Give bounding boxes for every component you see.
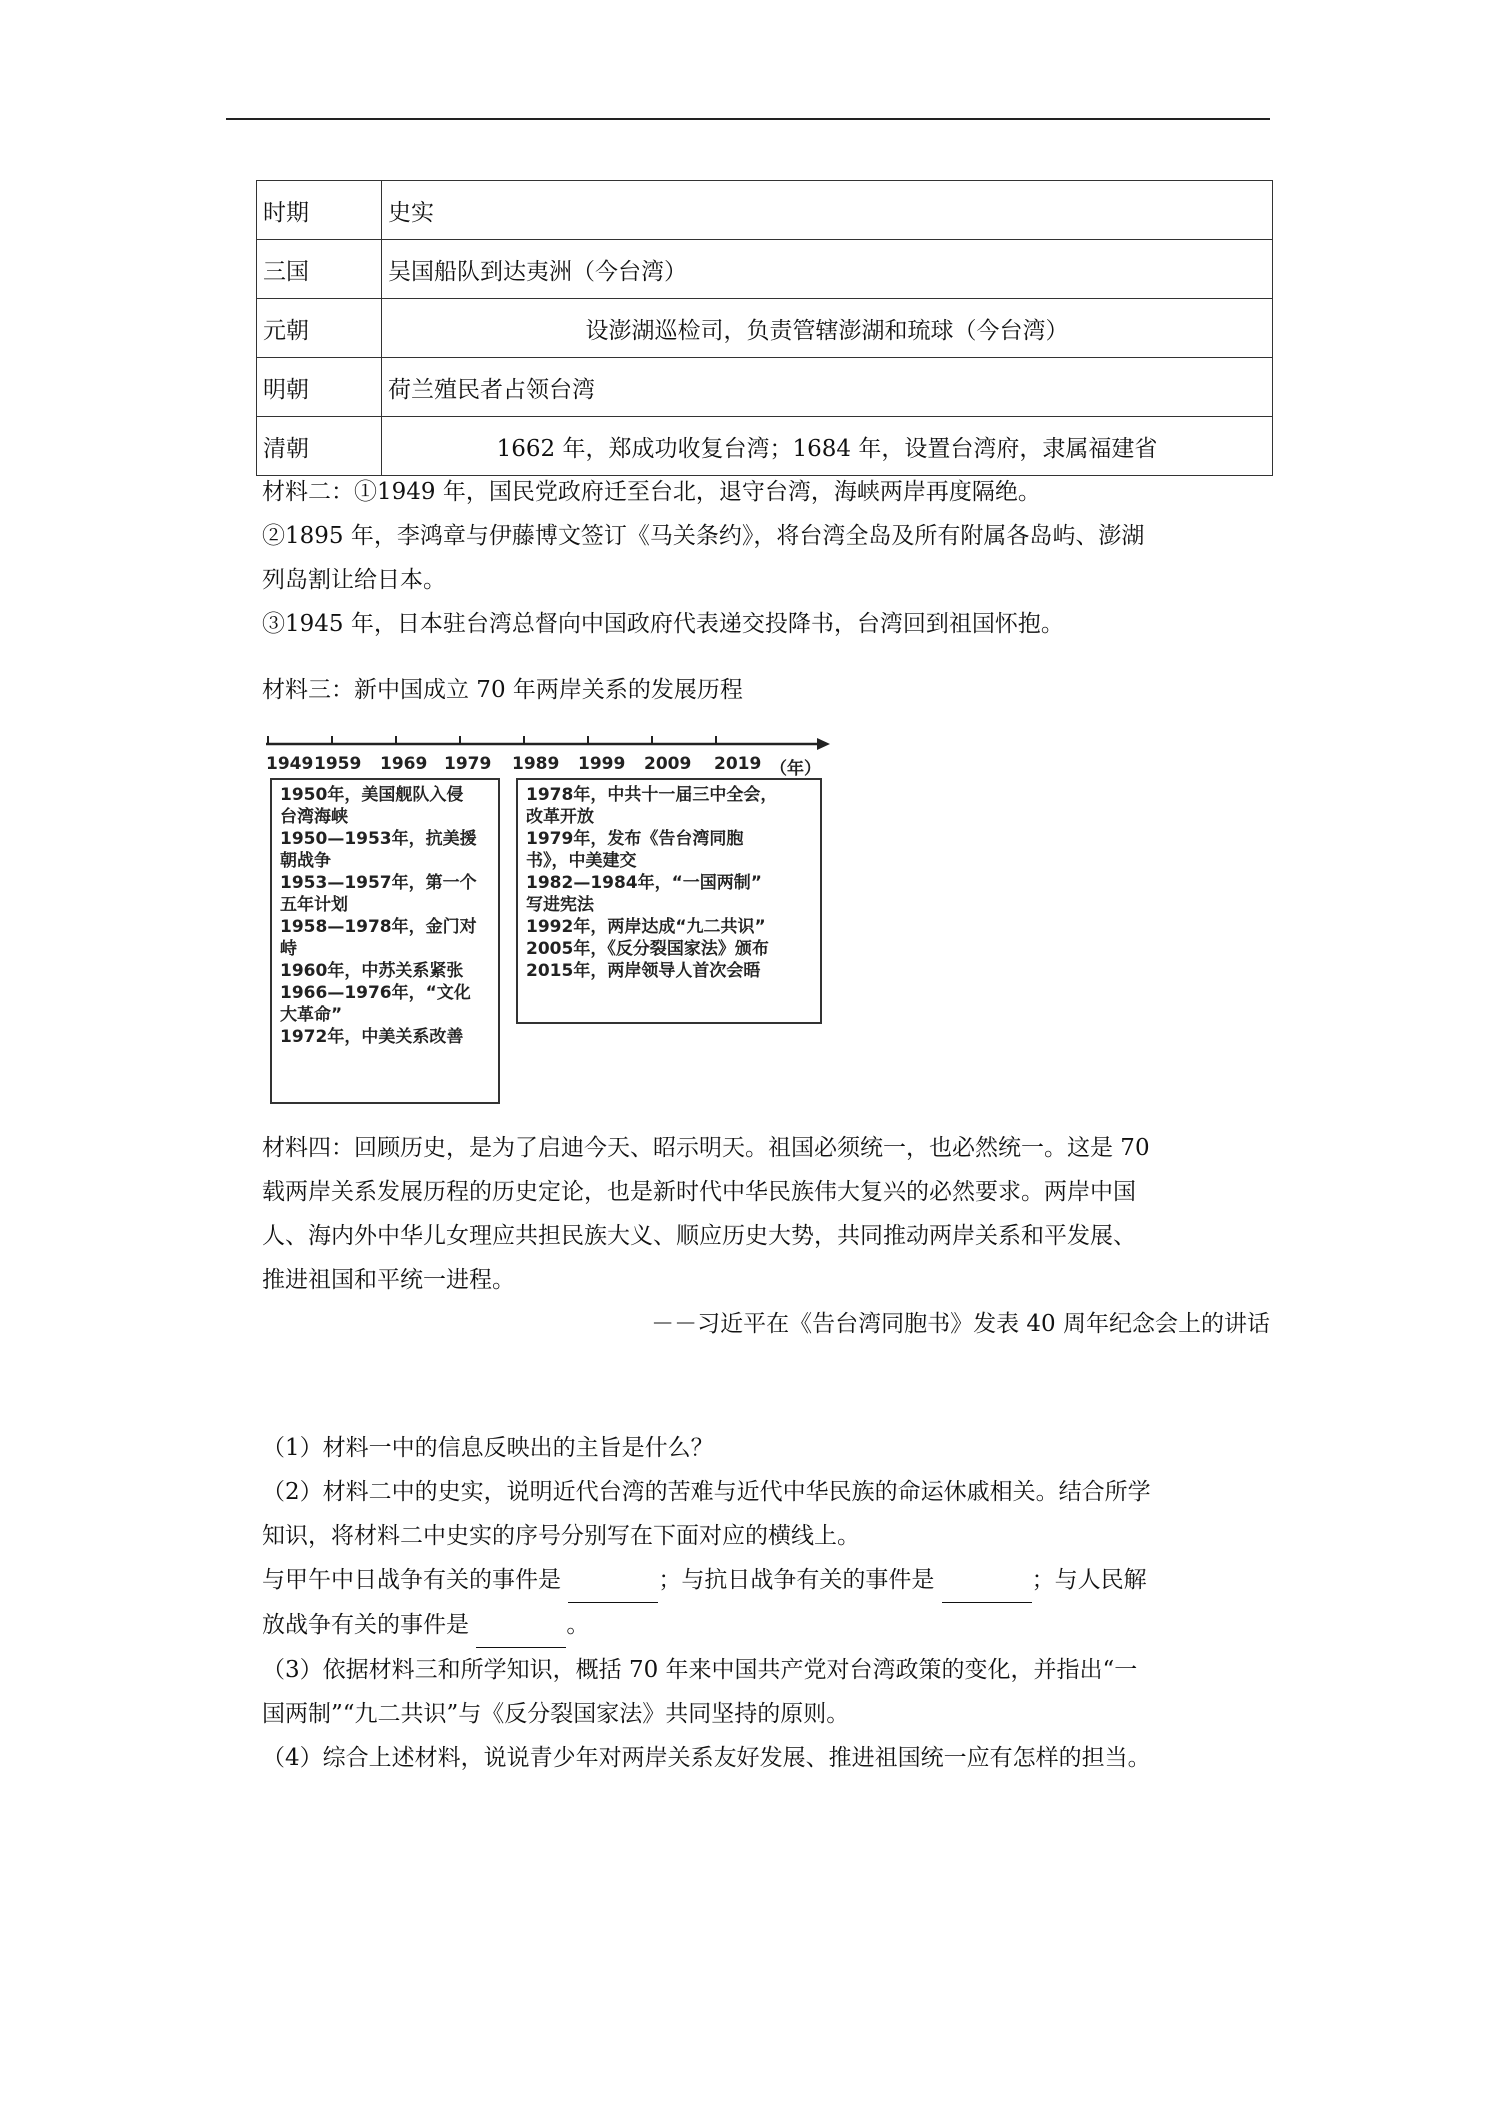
material-two-line: ②1895 年，李鸿章与伊藤博文签订《马关条约》，将台湾全岛及所有附属各岛屿、澎湖 <box>262 523 1145 549</box>
timeline-entry: 改革开放 <box>526 807 594 827</box>
timeline-entry: 2015年，两岸领导人首次会晤 <box>526 961 761 981</box>
axis-label: 1959 <box>314 754 362 774</box>
question-2-text: ；与人民解 <box>1031 1567 1147 1593</box>
table-row <box>257 299 1273 358</box>
question-1: （1）材料一中的信息反映出的主旨是什么？ <box>262 1435 714 1461</box>
history-table <box>256 180 1273 476</box>
timeline-entry: 1960年，中苏关系紧张 <box>280 961 464 981</box>
material-four-line: 载两岸关系发展历程的历史定论，也是新时代中华民族伟大复兴的必然要求。两岸中国 <box>262 1179 1136 1205</box>
material-four-line: 材料四：回顾历史，是为了启迪今天、昭示明天。祖国必须统一，也必然统一。这是 70 <box>262 1135 1150 1161</box>
table-row <box>257 358 1273 417</box>
material-four-line: 推进祖国和平统一进程。 <box>262 1267 515 1293</box>
table-cell-fact: 荷兰殖民者占领台湾 <box>382 358 1273 417</box>
axis-label: 1989 <box>512 754 560 774</box>
answer-blank-jiawu[interactable] <box>568 1558 658 1603</box>
timeline-entry: 1979年，发布《告台湾同胞 <box>526 829 744 849</box>
question-3-line: 国两制”“九二共识”与《反分裂国家法》共同坚持的原则。 <box>262 1701 850 1727</box>
timeline-entry: 五年计划 <box>280 895 348 915</box>
table-cell-period: 元朝 <box>257 299 382 358</box>
timeline-entry: 1958—1978年，金门对 <box>280 917 477 937</box>
question-4: （4）综合上述材料，说说青少年对两岸关系友好发展、推进祖国统一应有怎样的担当。 <box>262 1745 1151 1771</box>
table-header-fact: 史实 <box>382 181 1273 240</box>
question-2-line <box>262 1603 1270 1648</box>
timeline-entry: 1992年，两岸达成“九二共识” <box>526 917 766 937</box>
axis-label: 1979 <box>444 754 492 774</box>
timeline-figure <box>262 730 832 1110</box>
material-two-line: 列岛割让给日本。 <box>262 567 446 593</box>
table-cell-fact: 设澎湖巡检司，负责管辖澎湖和琉球（今台湾） <box>382 299 1273 358</box>
questions <box>262 1426 1270 1780</box>
timeline-entry: 朝战争 <box>280 851 331 871</box>
timeline-box-right <box>516 778 822 1024</box>
timeline-entry: 2005年，《反分裂国家法》颁布 <box>526 939 769 959</box>
timeline-entry: 1950年，美国舰队入侵 <box>280 785 464 805</box>
table-header-row <box>257 181 1273 240</box>
table-row <box>257 417 1273 476</box>
timeline-entry: 台湾海峡 <box>280 807 348 827</box>
question-2-line: （2）材料二中的史实，说明近代台湾的苦难与近代中华民族的命运休戚相关。结合所学 <box>262 1479 1151 1505</box>
axis-label: 1999 <box>578 754 626 774</box>
material-four-source: －－习近平在《告台湾同胞书》发表 40 周年纪念会上的讲话 <box>651 1311 1270 1337</box>
timeline-entry: 写进宪法 <box>526 895 594 915</box>
question-2-text: 放战争有关的事件是 <box>262 1612 477 1638</box>
question-3-line: （3）依据材料三和所学知识，概括 70 年来中国共产党对台湾政策的变化，并指出“一 <box>262 1657 1138 1683</box>
question-2-text: 。 <box>566 1612 590 1638</box>
axis-label: （年） <box>770 759 821 779</box>
timeline-entry: 1982—1984年，“一国两制” <box>526 873 762 893</box>
table-cell-period: 明朝 <box>257 358 382 417</box>
axis-label: 1969 <box>380 754 428 774</box>
axis-arrow-icon <box>817 738 830 750</box>
timeline-entry: 1972年，中美关系改善 <box>280 1027 464 1047</box>
material-two <box>262 470 1270 646</box>
axis-label: 2009 <box>644 754 692 774</box>
material-two-line: 材料二：①1949 年，国民党政府迁至台北，退守台湾，海峡两岸再度隔绝。 <box>262 479 1041 505</box>
question-2-text: ；与抗日战争有关的事件是 <box>658 1567 942 1593</box>
table-cell-fact: 1662 年，郑成功收复台湾；1684 年，设置台湾府，隶属福建省 <box>382 417 1273 476</box>
timeline-entry: 峙 <box>280 939 297 959</box>
question-2-line: 知识，将材料二中史实的序号分别写在下面对应的横线上。 <box>262 1523 860 1549</box>
question-2-text: 与甲午中日战争有关的事件是 <box>262 1567 569 1593</box>
timeline-entry: 1950—1953年，抗美援 <box>280 829 477 849</box>
axis-label: 2019 <box>714 754 762 774</box>
material-two-line: ③1945 年，日本驻台湾总督向中国政府代表递交投降书，台湾回到祖国怀抱。 <box>262 611 1064 637</box>
question-2-line <box>262 1558 1270 1603</box>
timeline-entry: 大革命” <box>280 1005 343 1025</box>
material-four <box>262 1126 1270 1346</box>
material-three-title: 材料三：新中国成立 70 年两岸关系的发展历程 <box>262 677 743 703</box>
table-header-period: 时期 <box>257 181 382 240</box>
timeline-entry: 1966—1976年，“文化 <box>280 983 471 1003</box>
timeline-entry: 书》，中美建交 <box>526 851 637 871</box>
material-four-line: 人、海内外中华儿女理应共担民族大义、顺应历史大势，共同推动两岸关系和平发展、 <box>262 1223 1136 1249</box>
axis-label: 1949 <box>266 754 314 774</box>
timeline-box-left <box>270 778 500 1104</box>
table-cell-period: 清朝 <box>257 417 382 476</box>
table-cell-fact: 吴国船队到达夷洲（今台湾） <box>382 240 1273 299</box>
header-rule <box>226 118 1270 120</box>
answer-blank-liberation[interactable] <box>476 1603 566 1648</box>
answer-blank-anti-japanese[interactable] <box>942 1558 1032 1603</box>
table-cell-period: 三国 <box>257 240 382 299</box>
timeline-entry: 1978年，中共十一届三中全会， <box>526 785 778 805</box>
table-row <box>257 240 1273 299</box>
timeline-entry: 1953—1957年，第一个 <box>280 873 477 893</box>
